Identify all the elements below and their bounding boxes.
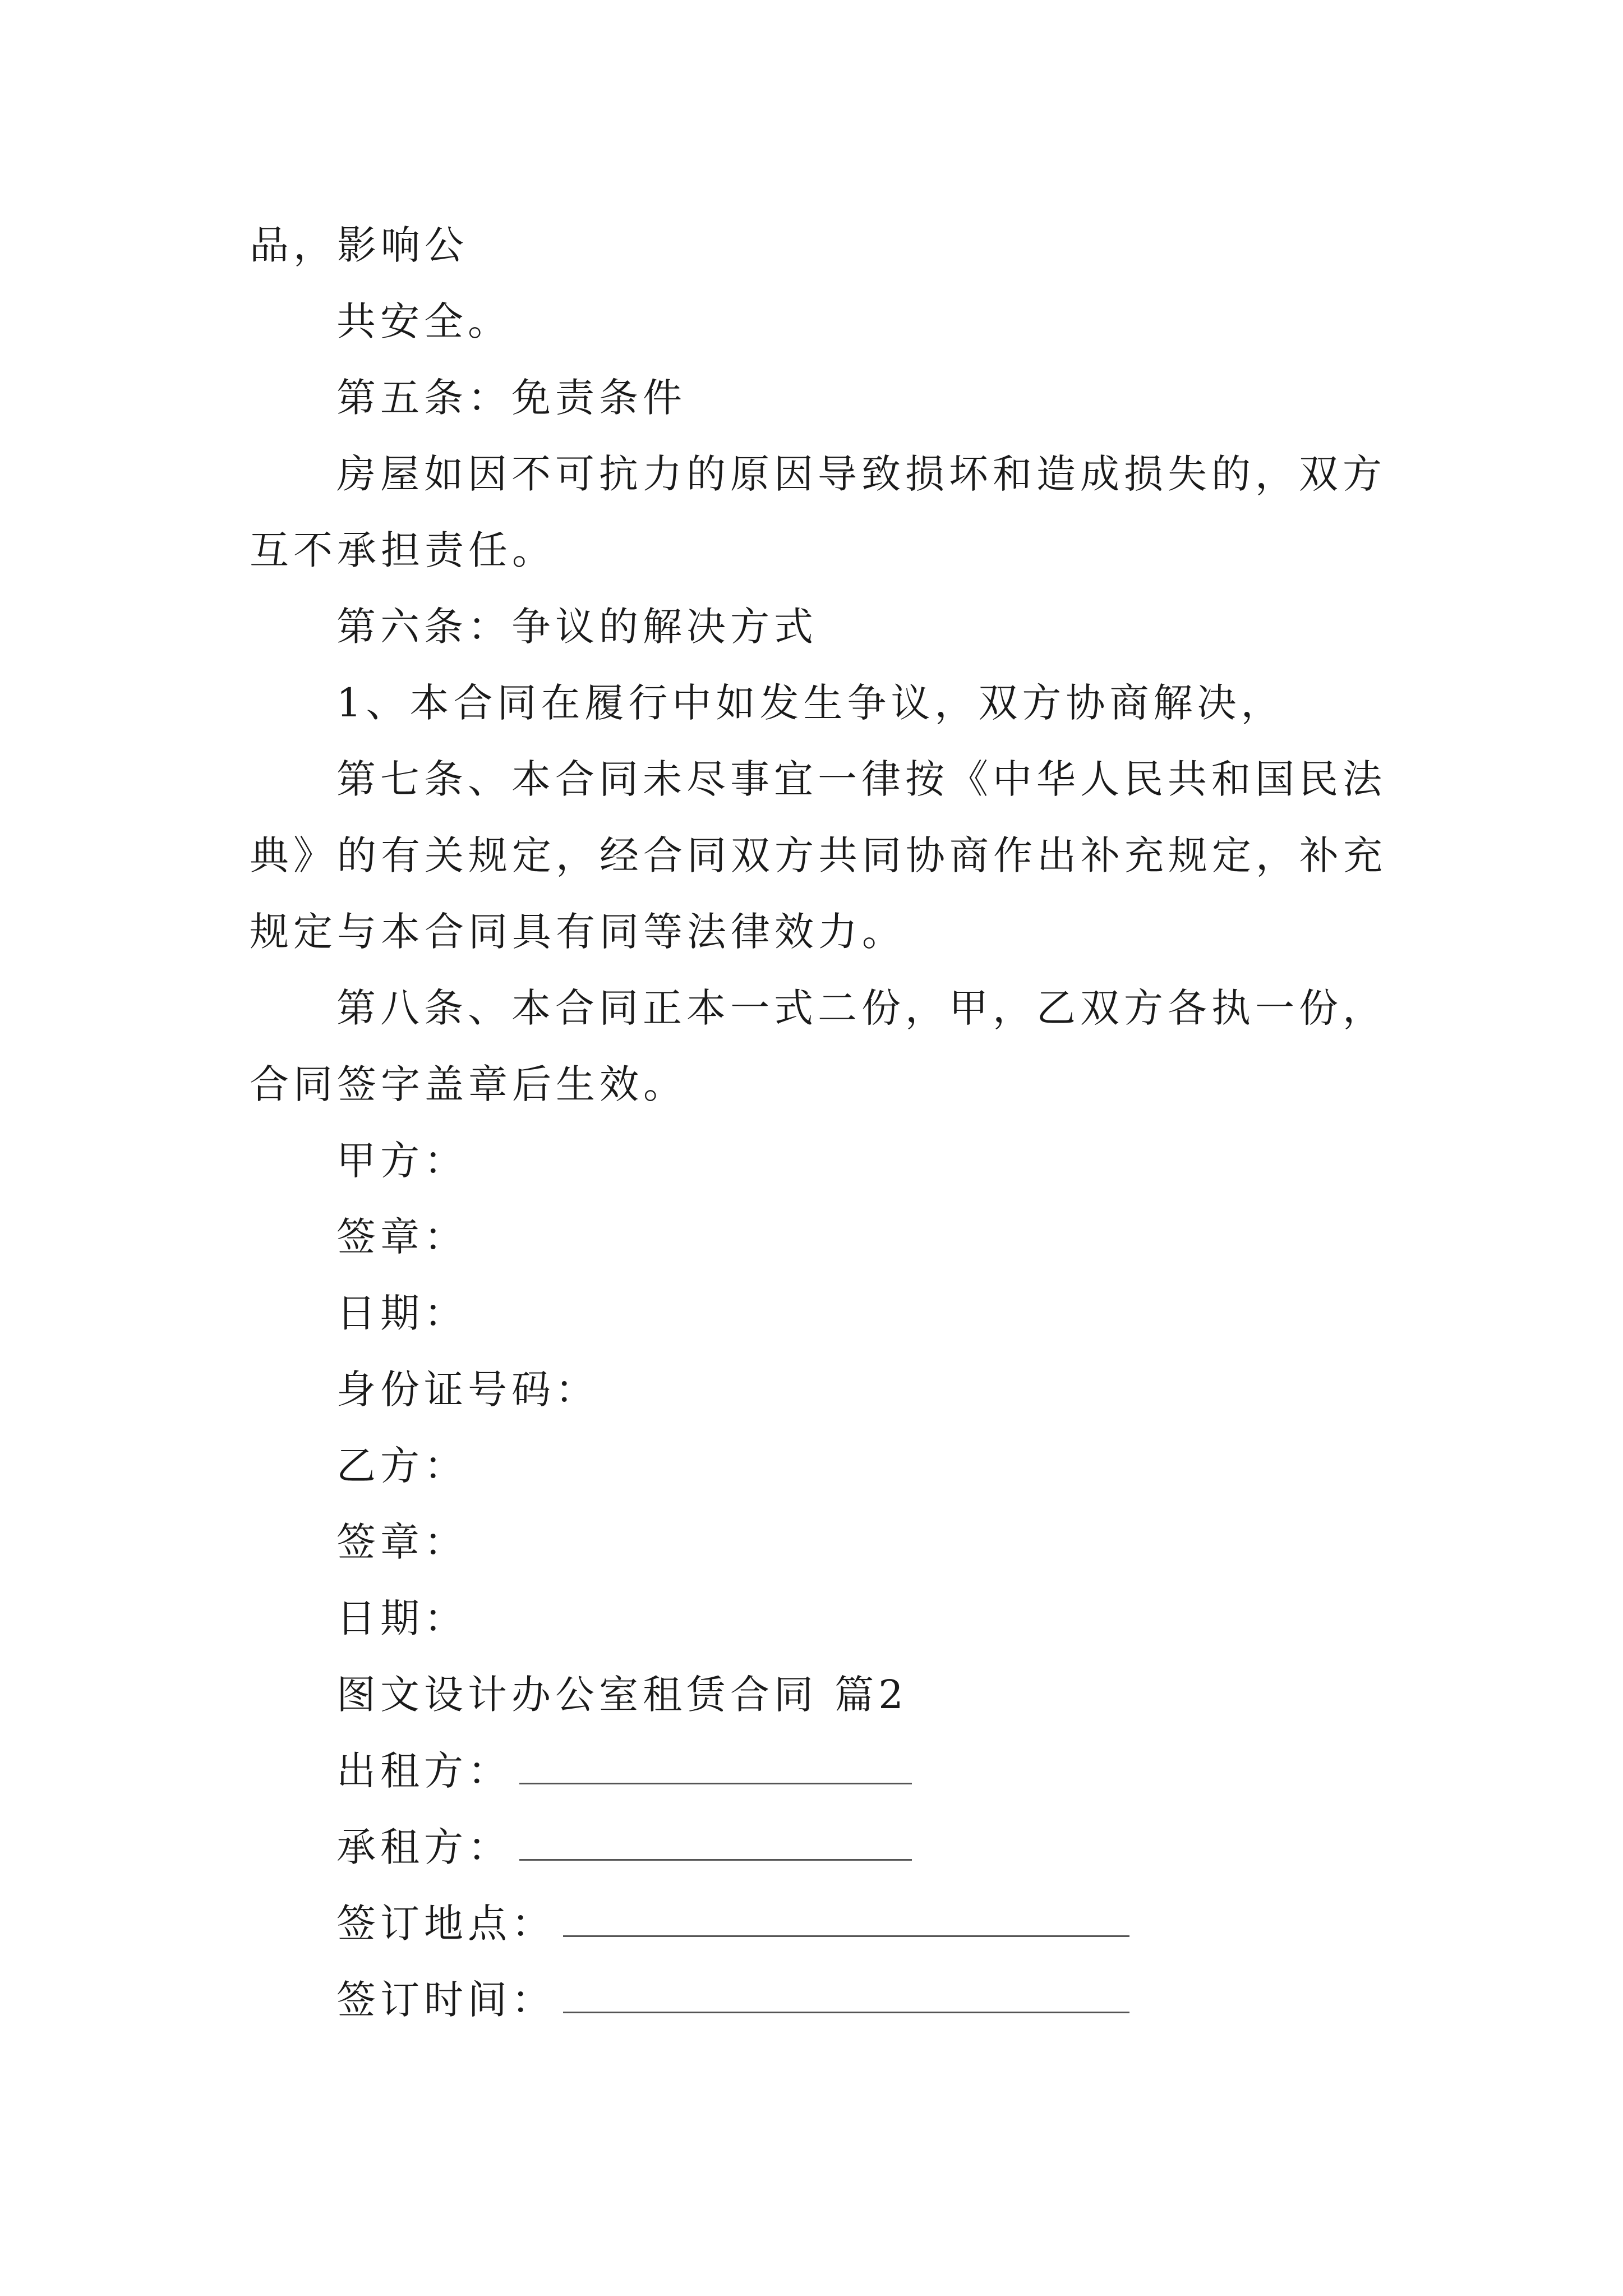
text-line: 房屋如因不可抗力的原因导致损坏和造成损失的，双方: [336, 451, 1386, 497]
text-line: 典》的有关规定，经合同双方共同协商作出补充规定，补充: [250, 832, 1387, 878]
lessor-field: [336, 1748, 912, 1794]
signing-time-field: [336, 1977, 1129, 2023]
text-line: 第七条、本合同未尽事宜一律按《中华人民共和国民法: [336, 756, 1386, 802]
lessee-field: [336, 1824, 912, 1870]
field-label: 签订地点：: [336, 1901, 555, 1947]
text-line: 合同签字盖章后生效。: [250, 1061, 687, 1107]
blank-line: [563, 2008, 1129, 2013]
text-line: 第八条、本合同正本一式二份，甲，乙双方各执一份，: [336, 985, 1386, 1031]
party-b-label: 乙方：: [336, 1443, 468, 1489]
id-number-label: 身份证号码：: [336, 1366, 599, 1412]
field-label: 出租方：: [336, 1748, 511, 1794]
text-line: 共安全。: [336, 298, 511, 344]
section-heading: 第六条：争议的解决方式: [336, 604, 818, 650]
party-a-label: 甲方：: [336, 1138, 468, 1184]
date-label: 日期：: [336, 1290, 468, 1336]
date-label: 日期：: [336, 1595, 468, 1641]
field-label: 签订时间：: [336, 1977, 555, 2023]
text-line: 品，影响公: [250, 222, 468, 268]
blank-line: [563, 1932, 1129, 1937]
text-line: 规定与本合同具有同等法律效力。: [250, 909, 906, 955]
blank-line: [519, 1779, 912, 1784]
contract-title: 图文设计办公室租赁合同 篇2: [336, 1672, 908, 1718]
field-label: 承租方：: [336, 1824, 511, 1870]
text-line: 互不承担责任。: [250, 527, 556, 573]
signature-label: 签章：: [336, 1519, 468, 1565]
section-heading: 第五条：免责条件: [336, 375, 686, 421]
signature-label: 签章：: [336, 1214, 468, 1260]
blank-line: [519, 1856, 912, 1861]
text-line: 1、本合同在履行中如发生争议，双方协商解决，: [336, 680, 1285, 726]
signing-place-field: [336, 1901, 1129, 1947]
